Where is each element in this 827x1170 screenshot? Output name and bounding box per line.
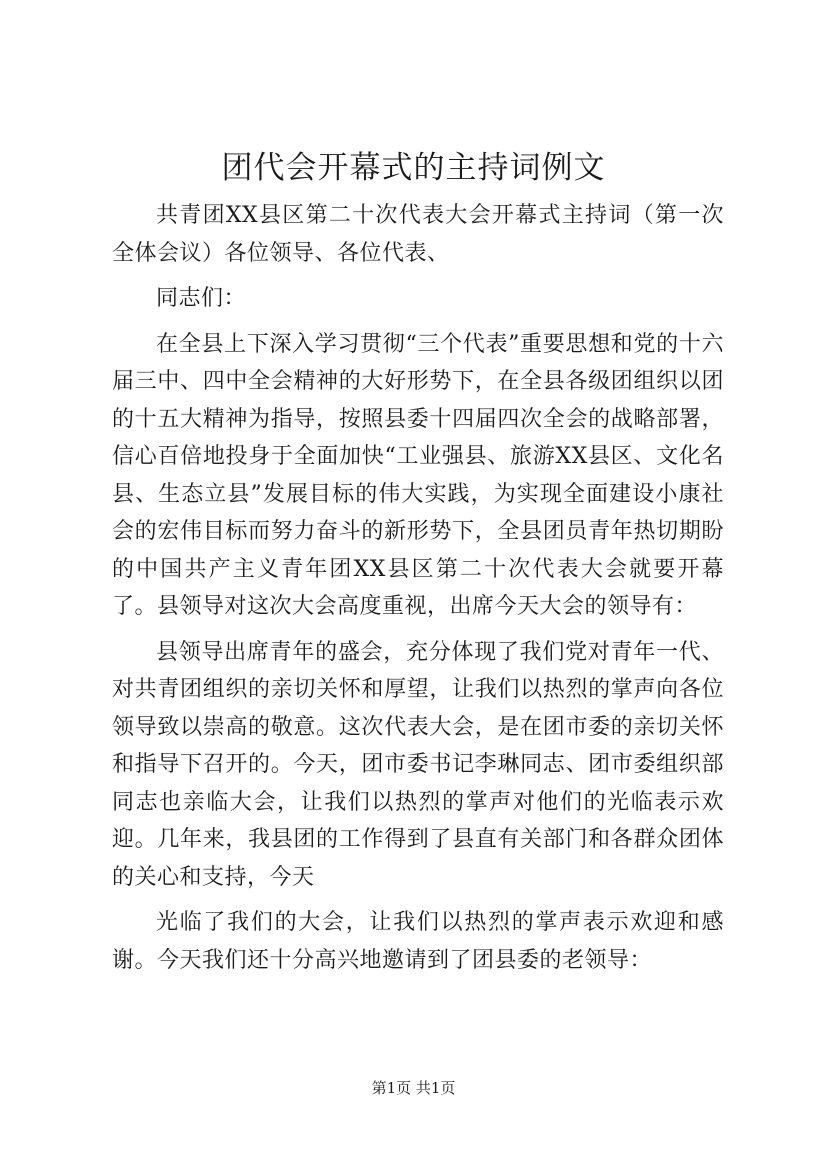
paragraph-thanks: 光临了我们的大会，让我们以热烈的掌声表示欢迎和感谢。今天我们还十分高兴地邀请到了团县委的老领导： [112,910,724,973]
paragraph-opening: 共青团XX县区第二十次代表大会开幕式主持词（第一次全体会议）各位领导、各位代表、 [112,203,724,266]
paragraph-context: 在全县上下深入学习贯彻“三个代表”重要思想和党的十六届三中、四中全会精神的大好形势下，在全县各级团组织以团的十五大精神为指导，按照县委十四届四次全会的战略部署，信心百倍地投身于全面加快“工业强县、旅游XX县区、文化名县、生态立县”发展目标的伟大实践，为实现全面建设小康社会的宏伟目标而努力奋斗的新形势下，全县团员青年热切期盼的中国共产主义青年团XX县区第二十次代表大会就要开幕了。县领导对这次大会高度重视，出席今天大会的领导有： [112,331,724,619]
page-number-footer: 第1页 共1页 [371,1079,456,1097]
paragraph-salutation: 同志们： [156,286,247,311]
document-body [112,197,724,979]
document-title: 团代会开幕式的主持词例文 [221,150,606,186]
paragraph-welcome: 县领导出席青年的盛会，充分体现了我们党对青年一代、对共青团组织的亲切关怀和厚望，让我们以热烈的掌声向各位领导致以崇高的敬意。这次代表大会，是在团市委的亲切关怀和指导下召开的。今天，团市委书记李琳同志、团市委组织部同志也亲临大会，让我们以热烈的掌声对他们的光临表示欢迎。几年来，我县团的工作得到了县直有关部门和各群众团体的关心和支持，今天 [112,639,724,890]
